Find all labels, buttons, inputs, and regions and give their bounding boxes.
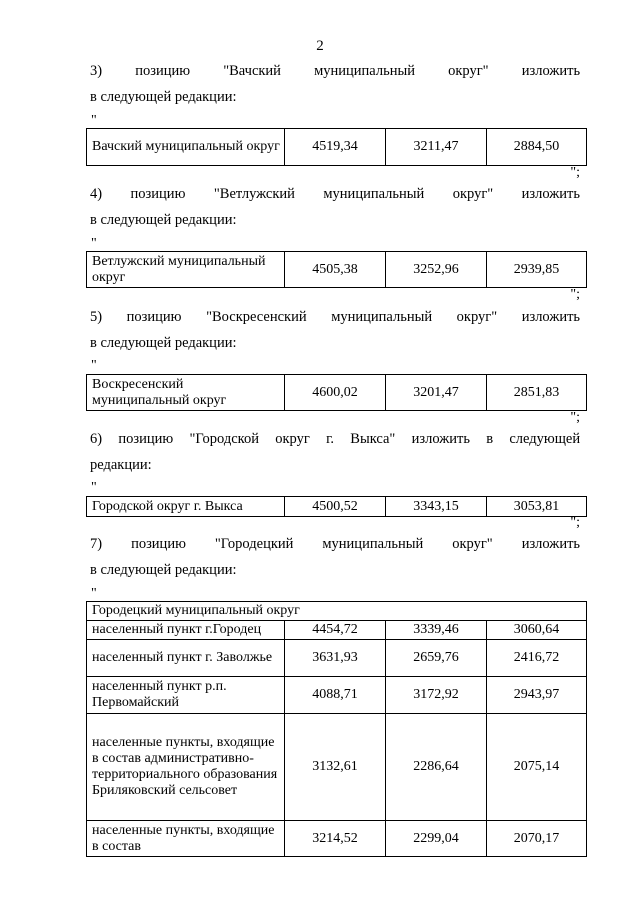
row-value-2: 3339,46 [386,621,487,640]
row-value-1: 3631,93 [285,640,386,677]
item-4-open-quote: " [91,236,97,251]
item-3-open-quote: " [91,113,97,128]
item-5-line2: в следующей редакции: [90,335,237,351]
row-value-3: 2884,50 [487,129,587,166]
item-7-table [86,601,587,857]
row-value-1: 3214,52 [285,821,386,857]
item-5-table [86,374,587,411]
item-4-line1: 4) позицию "Ветлужский муниципальный округ" изложить [90,186,581,202]
item-6-close-quote: "; [570,515,580,530]
row-name: населенный пункт р.п. Первомайский [87,677,285,714]
table-row [87,129,587,166]
page-number: 2 [316,38,324,54]
table-row [87,621,587,640]
row-value-1: 3132,61 [285,714,386,821]
row-value-3: 2416,72 [487,640,587,677]
row-value-3: 3060,64 [487,621,587,640]
row-name: Вачский муниципальный округ [87,129,285,166]
item-5-close-quote: "; [570,410,580,425]
row-value-2: 3172,92 [386,677,487,714]
item-4-line2: в следующей редакции: [90,212,237,228]
table-row [87,714,587,821]
item-7-open-quote: " [91,586,97,601]
row-value-3: 2075,14 [487,714,587,821]
item-3-table [86,128,587,166]
table-header-row [87,602,587,621]
item-4-table [86,251,587,288]
row-value-1: 4519,34 [285,129,386,166]
item-7-line2: в следующей редакции: [90,562,237,578]
row-name: Ветлужский муниципальный округ [87,252,285,288]
item-3-line1: 3) позицию "Вачский муниципальный округ" изложить [90,63,581,79]
row-value-3: 2851,83 [487,375,587,411]
row-value-3: 2943,97 [487,677,587,714]
row-name: населенные пункты, входящие в состав административно-территориального образования Бриляковский сельсовет [87,714,285,821]
row-value-1: 4454,72 [285,621,386,640]
item-3-close-quote: "; [570,165,580,180]
table-row [87,497,587,517]
item-6-table [86,496,587,517]
item-6-line1: 6) позицию "Городской округ г. Выкса" изложить в следующей [90,431,581,447]
item-6-open-quote: " [91,480,97,495]
row-value-1: 4500,52 [285,497,386,517]
row-name: Городской округ г. Выкса [87,497,285,517]
row-value-1: 4505,38 [285,252,386,288]
table-row [87,821,587,857]
table-row [87,375,587,411]
table-group-header: Городецкий муниципальный округ [87,602,587,621]
item-5-open-quote: " [91,358,97,373]
table-row [87,677,587,714]
row-value-2: 3201,47 [386,375,487,411]
row-value-1: 4600,02 [285,375,386,411]
table-row [87,640,587,677]
item-5-line1: 5) позицию "Воскресенский муниципальный округ" изложить [90,309,581,325]
row-name: Воскресенский муниципальный округ [87,375,285,411]
item-7-line1: 7) позицию "Городецкий муниципальный округ" изложить [90,536,581,552]
row-value-2: 2659,76 [386,640,487,677]
row-value-1: 4088,71 [285,677,386,714]
row-value-2: 2299,04 [386,821,487,857]
row-name: населенный пункт г. Заволжье [87,640,285,677]
row-value-3: 2939,85 [487,252,587,288]
row-value-2: 2286,64 [386,714,487,821]
table-row [87,252,587,288]
row-name: населенные пункты, входящие в состав [87,821,285,857]
row-value-2: 3211,47 [386,129,487,166]
item-3-line2: в следующей редакции: [90,89,237,105]
row-value-3: 2070,17 [487,821,587,857]
item-4-close-quote: "; [570,287,580,302]
row-value-3: 3053,81 [487,497,587,517]
row-value-2: 3343,15 [386,497,487,517]
row-name: населенный пункт г.Городец [87,621,285,640]
item-6-line2: редакции: [90,457,152,473]
row-value-2: 3252,96 [386,252,487,288]
